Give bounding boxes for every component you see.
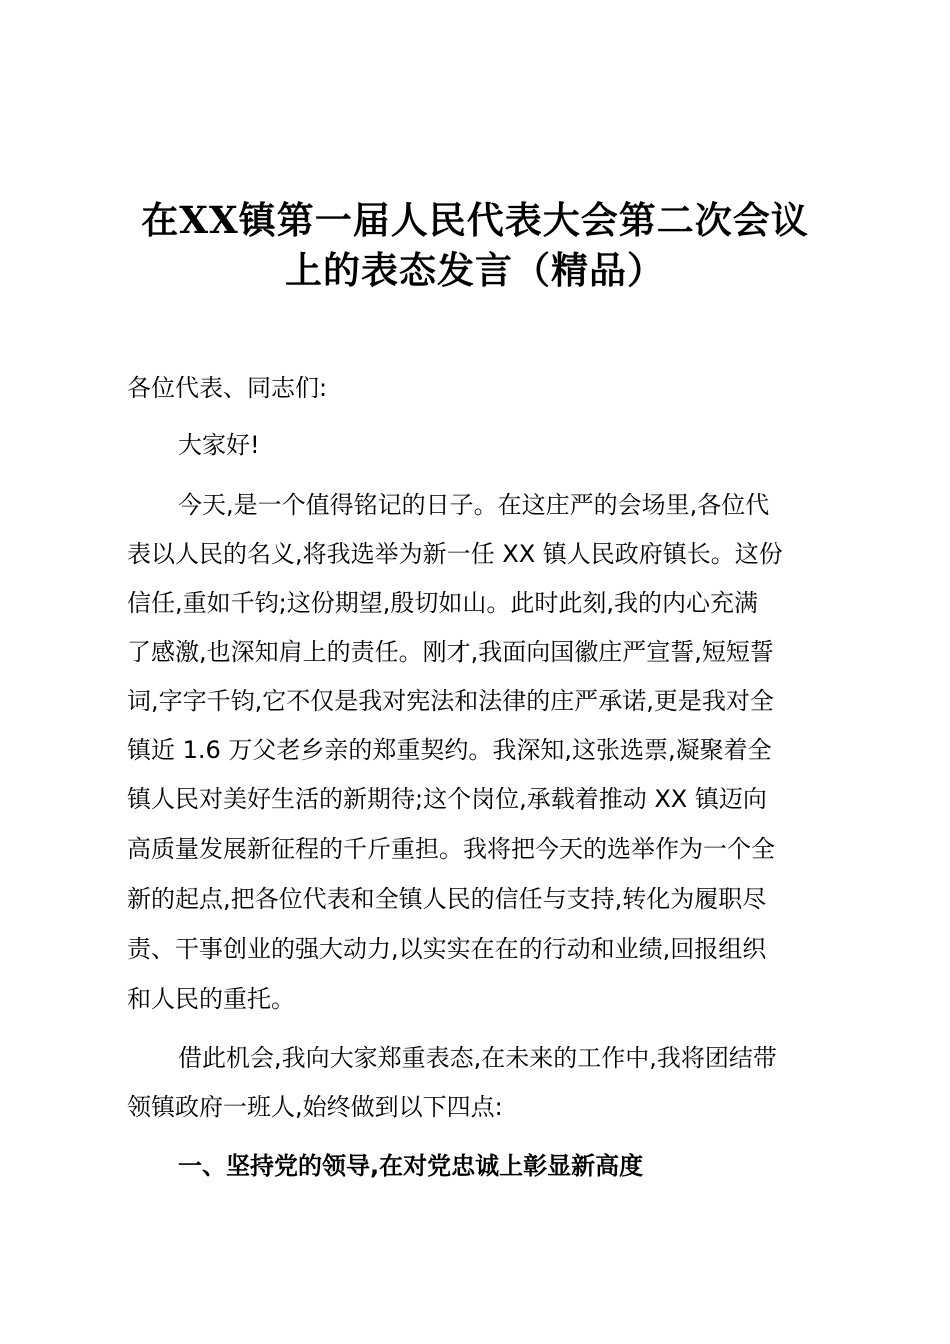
text-line: 高质量发展新征程的千斤重担。我将把今天的选举作为一个全 [127,835,775,863]
text-line: 新的起点,把各位代表和全镇人民的信任与支持,转化为履职尽 [127,885,767,913]
text-line: 信任,重如千钧;这份期望,殷切如山。此时此刻,我的内心充满 [127,589,758,617]
section-heading: 一、坚持党的领导,在对党忠诚上彰显新高度 [178,1152,644,1180]
text-line: 和人民的重托。 [127,985,295,1013]
greeting: 大家好! [178,431,260,459]
text-line: 领镇政府一班人,始终做到以下四点: [127,1093,503,1121]
text-line: 镇人民对美好生活的新期待;这个岗位,承载着推动 XX 镇迈向 [127,785,767,813]
text-line: 表以人民的名义,将我选举为新一任 XX 镇人民政府镇长。这份 [127,540,783,568]
salutation: 各位代表、同志们: [127,374,328,402]
title-line: 在XX镇第一届人民代表大会第二次会议 [141,198,809,242]
text-line: 借此机会,我向大家郑重表态,在未来的工作中,我将团结带 [178,1044,777,1072]
text-line: 镇近 1.6 万父老乡亲的郑重契约。我深知,这张选票,凝聚着全 [127,736,772,764]
title-line: 上的表态发言（精品） [285,248,665,292]
text-line: 了感激,也深知肩上的责任。刚才,我面向国徽庄严宣誓,短短誓 [127,638,774,666]
text-line: 词,字字千钧,它不仅是我对宪法和法律的庄严承诺,更是我对全 [127,687,774,715]
text-line: 今天,是一个值得铭记的日子。在这庄严的会场里,各位代 [178,491,770,519]
text-line: 责、干事创业的强大动力,以实实在在的行动和业绩,回报组织 [127,935,767,963]
